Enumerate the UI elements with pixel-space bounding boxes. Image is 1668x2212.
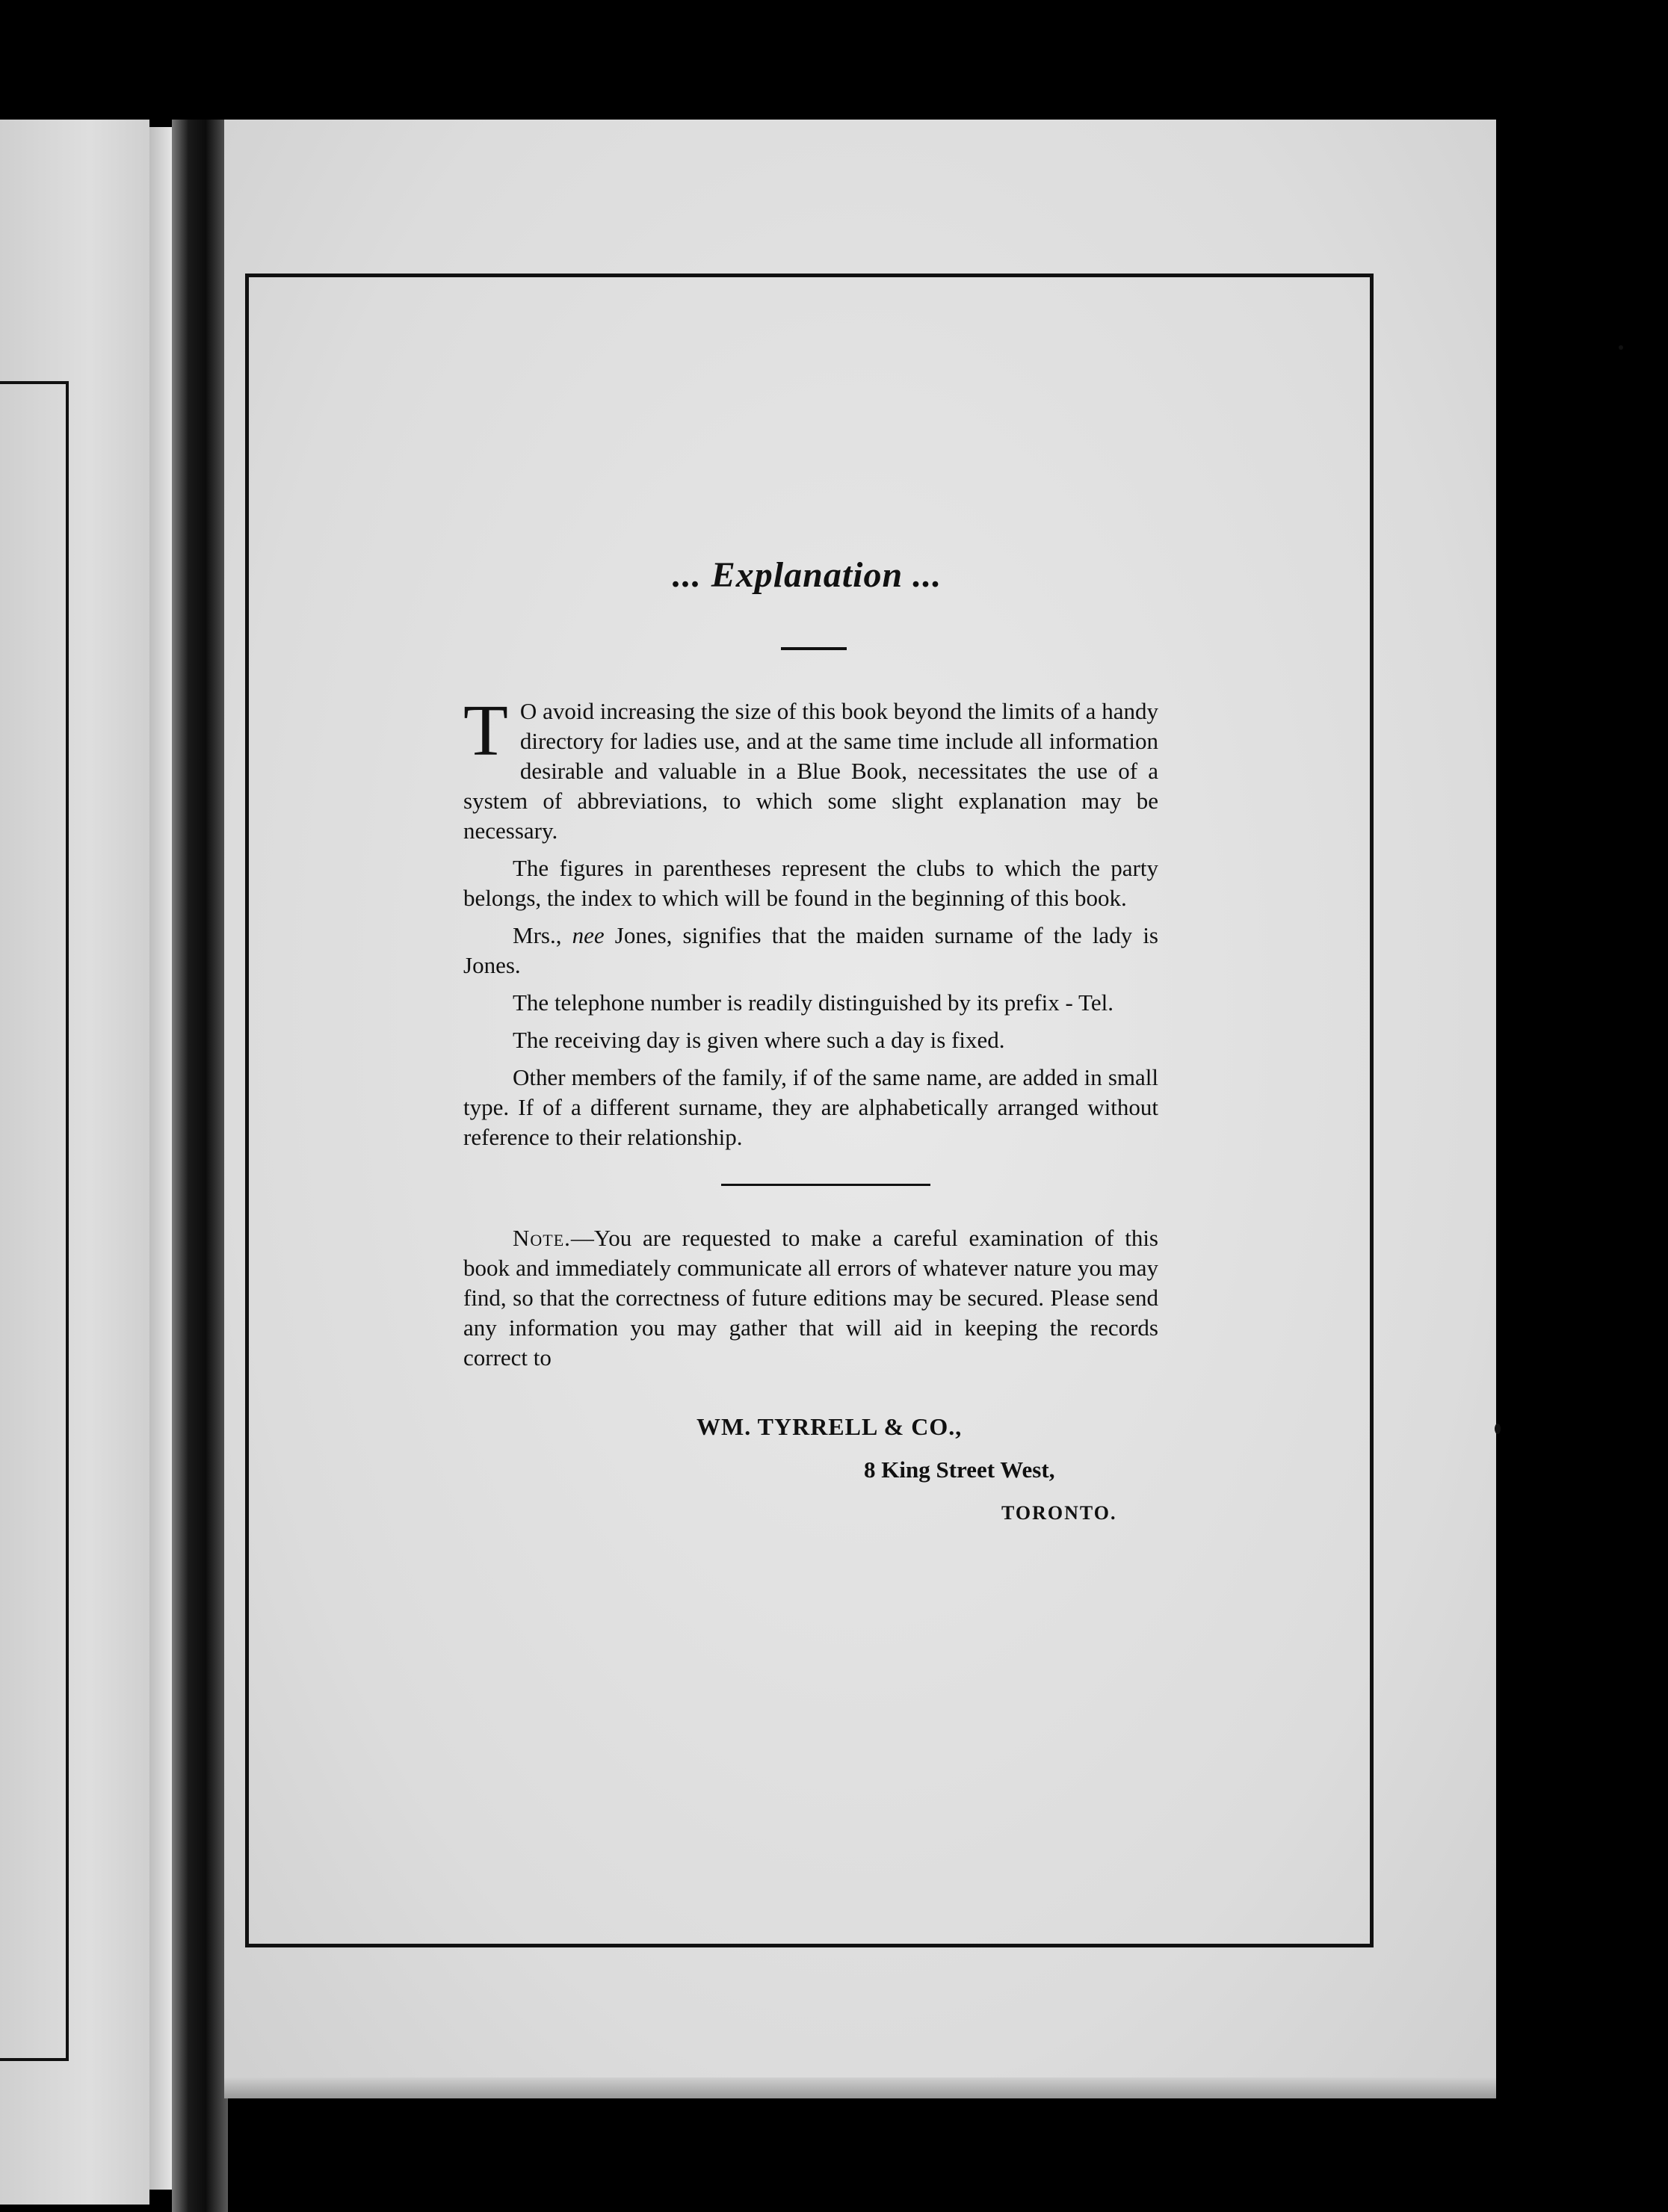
receiving-day-paragraph: The receiving day is given where such a day is fixed. bbox=[513, 1027, 1005, 1053]
page-title: ... Explanation ... bbox=[672, 555, 942, 595]
nee-prefix: Mrs., bbox=[513, 922, 572, 948]
section-rule bbox=[721, 1184, 930, 1186]
note-paragraph bbox=[463, 1223, 1158, 1373]
left-page-edge bbox=[149, 127, 172, 2190]
clubs-paragraph: The figures in parentheses represent the clubs to which the party belongs, the index to which will be found in the beginning of this book. bbox=[463, 855, 1158, 911]
family-paragraph: Other members of the family, if of the same name, are added in small type. If of a different surname, they are alphabetically arranged without reference to their relationship. bbox=[463, 1064, 1158, 1150]
left-page-border bbox=[0, 381, 69, 2061]
left-page bbox=[0, 120, 149, 2205]
intro-paragraph bbox=[463, 691, 1158, 846]
telephone-paragraph: The telephone number is readily distinguished by its prefix - Tel. bbox=[513, 989, 1113, 1016]
nee-rest: Jones, signifies that the maiden surname of the lady is Jones. bbox=[463, 922, 1158, 978]
intro-text: O avoid increasing the size of this book beyond the limits of a handy directory for ladies use, and at the same time include all information desirable and valuable in a Blue Book, necessitates the use of a system of abbreviations, to which some slight explanation may be necessary. bbox=[463, 698, 1158, 844]
book-gutter bbox=[172, 120, 228, 2212]
note-text: —You are requested to make a careful examination of this book and immediately communicate all errors of whatever nature you may find, so that the correctness of future editions may be secured. Please send any information you may gather that will aid in keeping the records correct to bbox=[463, 1225, 1158, 1371]
publisher-address: 8 King Street West, bbox=[864, 1456, 1055, 1483]
nee-paragraph bbox=[463, 921, 1158, 980]
scan-speck bbox=[1495, 1424, 1501, 1434]
scan-speck bbox=[1619, 345, 1623, 350]
explanation-text-block bbox=[463, 553, 1158, 1528]
note-label: Note. bbox=[513, 1225, 571, 1251]
page-bottom-edge bbox=[224, 2077, 1496, 2098]
nee-word: nee bbox=[572, 922, 605, 948]
publisher-city: TORONTO. bbox=[1001, 1502, 1117, 1524]
title-rule bbox=[781, 647, 847, 650]
drop-cap: T bbox=[463, 691, 508, 771]
publisher-name: WM. TYRRELL & CO., bbox=[696, 1413, 963, 1440]
